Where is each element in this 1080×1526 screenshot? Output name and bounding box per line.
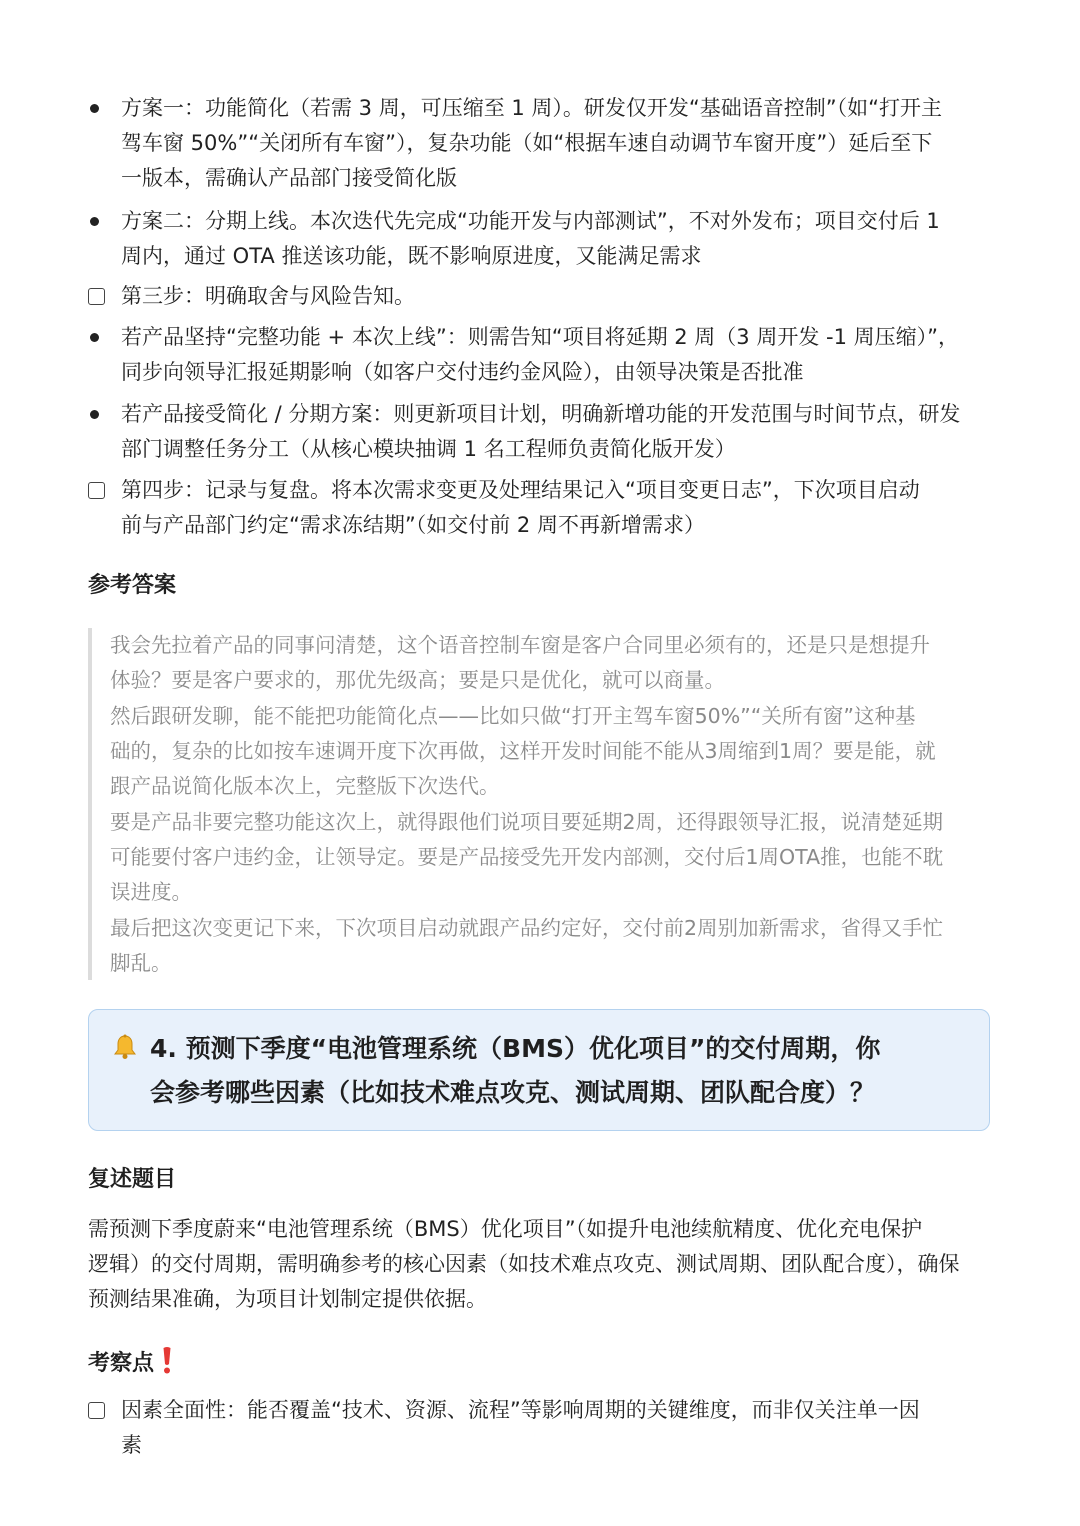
- list-item-line: 周内，通过 OTA 推送该功能，既不影响原进度，又能满足需求: [121, 244, 702, 268]
- answer-heading: 参考答案: [88, 573, 177, 598]
- bell-icon: [113, 1034, 137, 1060]
- list-item-line: 方案二：分期上线。本次迭代先完成“功能开发与内部测试”，不对外发布；项目交付后 1: [121, 209, 940, 233]
- quote-line: 体验？要是客户要求的，那优先级高；要是只是优化，就可以商量。: [110, 668, 725, 692]
- paragraph-line: 逻辑）的交付周期，需明确参考的核心因素（如技术难点攻克、测试周期、团队配合度），确保: [88, 1252, 960, 1276]
- list-item-line: 一版本，需确认产品部门接受简化版: [121, 166, 457, 190]
- list-item-line: 部门调整任务分工（从核心模块抽调 1 名工程师负责简化版开发）: [121, 437, 736, 461]
- quote-line: 要是产品非要完整功能这次上，就得跟他们说项目要延期2周，还得跟领导汇报，说清楚延期: [110, 810, 944, 834]
- points-heading-text: 考察点: [88, 1351, 155, 1376]
- bullet-marker: [90, 410, 99, 419]
- bullet-marker: [90, 333, 99, 342]
- list-item-line: 因素全面性：能否覆盖“技术、资源、流程”等影响周期的关键维度，而非仅关注单一因: [121, 1398, 920, 1422]
- bullet-marker: [90, 104, 99, 113]
- task-checkbox[interactable]: [88, 288, 105, 305]
- bullet-marker: [90, 217, 99, 226]
- list-item-line: 第四步：记录与复盘。将本次需求变更及处理结果记入“项目变更日志”，下次项目启动: [121, 478, 920, 502]
- quote-line: 可能要付客户违约金，让领导定。要是产品接受先开发内部测，交付后1周OTA推，也能不耽: [110, 845, 944, 869]
- quote-line: 然后跟研发聊，能不能把功能简化点——比如只做“打开主驾车窗50%”“关所有窗”这种基: [110, 704, 916, 728]
- red-exclamation-icon: [160, 1345, 174, 1375]
- list-item-line: 若产品接受简化 / 分期方案：则更新项目计划，明确新增功能的开发范围与时间节点，研发: [121, 402, 961, 426]
- quote-line: 误进度。: [110, 880, 192, 904]
- question-title-line: 4. 预测下季度“电池管理系统（BMS）优化项目”的交付周期，你: [150, 1034, 881, 1063]
- quote-line: 脚乱。: [110, 951, 172, 975]
- question-title-line: 会参考哪些因素（比如技术难点攻克、测试周期、团队配合度）？: [150, 1078, 876, 1107]
- paragraph-line: 预测结果准确，为项目计划制定提供依据。: [88, 1287, 487, 1311]
- list-item-line: 前与产品部门约定“需求冻结期”（如交付前 2 周不再新增需求）: [121, 513, 705, 537]
- quote-line: 跟产品说简化版本次上，完整版下次迭代。: [110, 774, 500, 798]
- list-item-line: 第三步：明确取舍与风险告知。: [121, 284, 415, 308]
- list-item-line: 驾车窗 50%”“关闭所有车窗”），复杂功能（如“根据车速自动调节车窗开度”）延后至下: [121, 131, 933, 155]
- task-checkbox[interactable]: [88, 482, 105, 499]
- points-heading: [88, 1345, 174, 1381]
- quote-line: 础的，复杂的比如按车速调开度下次再做，这样开发时间能不能从3周缩到1周？要是能，就: [110, 739, 936, 763]
- list-item-line: 同步向领导汇报延期影响（如客户交付违约金风险），由领导决策是否批准: [121, 360, 804, 384]
- list-item-line: 方案一：功能简化（若需 3 周，可压缩至 1 周）。研发仅开发“基础语音控制”（如“打开主: [121, 96, 943, 120]
- quote-line: 我会先拉着产品的同事问清楚，这个语音控制车窗是客户合同里必须有的，还是只是想提升: [110, 633, 930, 657]
- restate-heading: 复述题目: [88, 1167, 177, 1192]
- paragraph-line: 需预测下季度蔚来“电池管理系统（BMS）优化项目”（如提升电池续航精度、优化充电保护: [88, 1217, 923, 1241]
- list-item-line: 若产品坚持“完整功能 + 本次上线”：则需告知“项目将延期 2 周（3 周开发 -1 周压缩）”，: [121, 325, 959, 349]
- blockquote-bar: [88, 628, 92, 980]
- quote-line: 最后把这次变更记下来，下次项目启动就跟产品约定好，交付前2周别加新需求，省得又手忙: [110, 916, 944, 940]
- list-item-line: 素: [121, 1433, 142, 1457]
- task-checkbox[interactable]: [88, 1402, 105, 1419]
